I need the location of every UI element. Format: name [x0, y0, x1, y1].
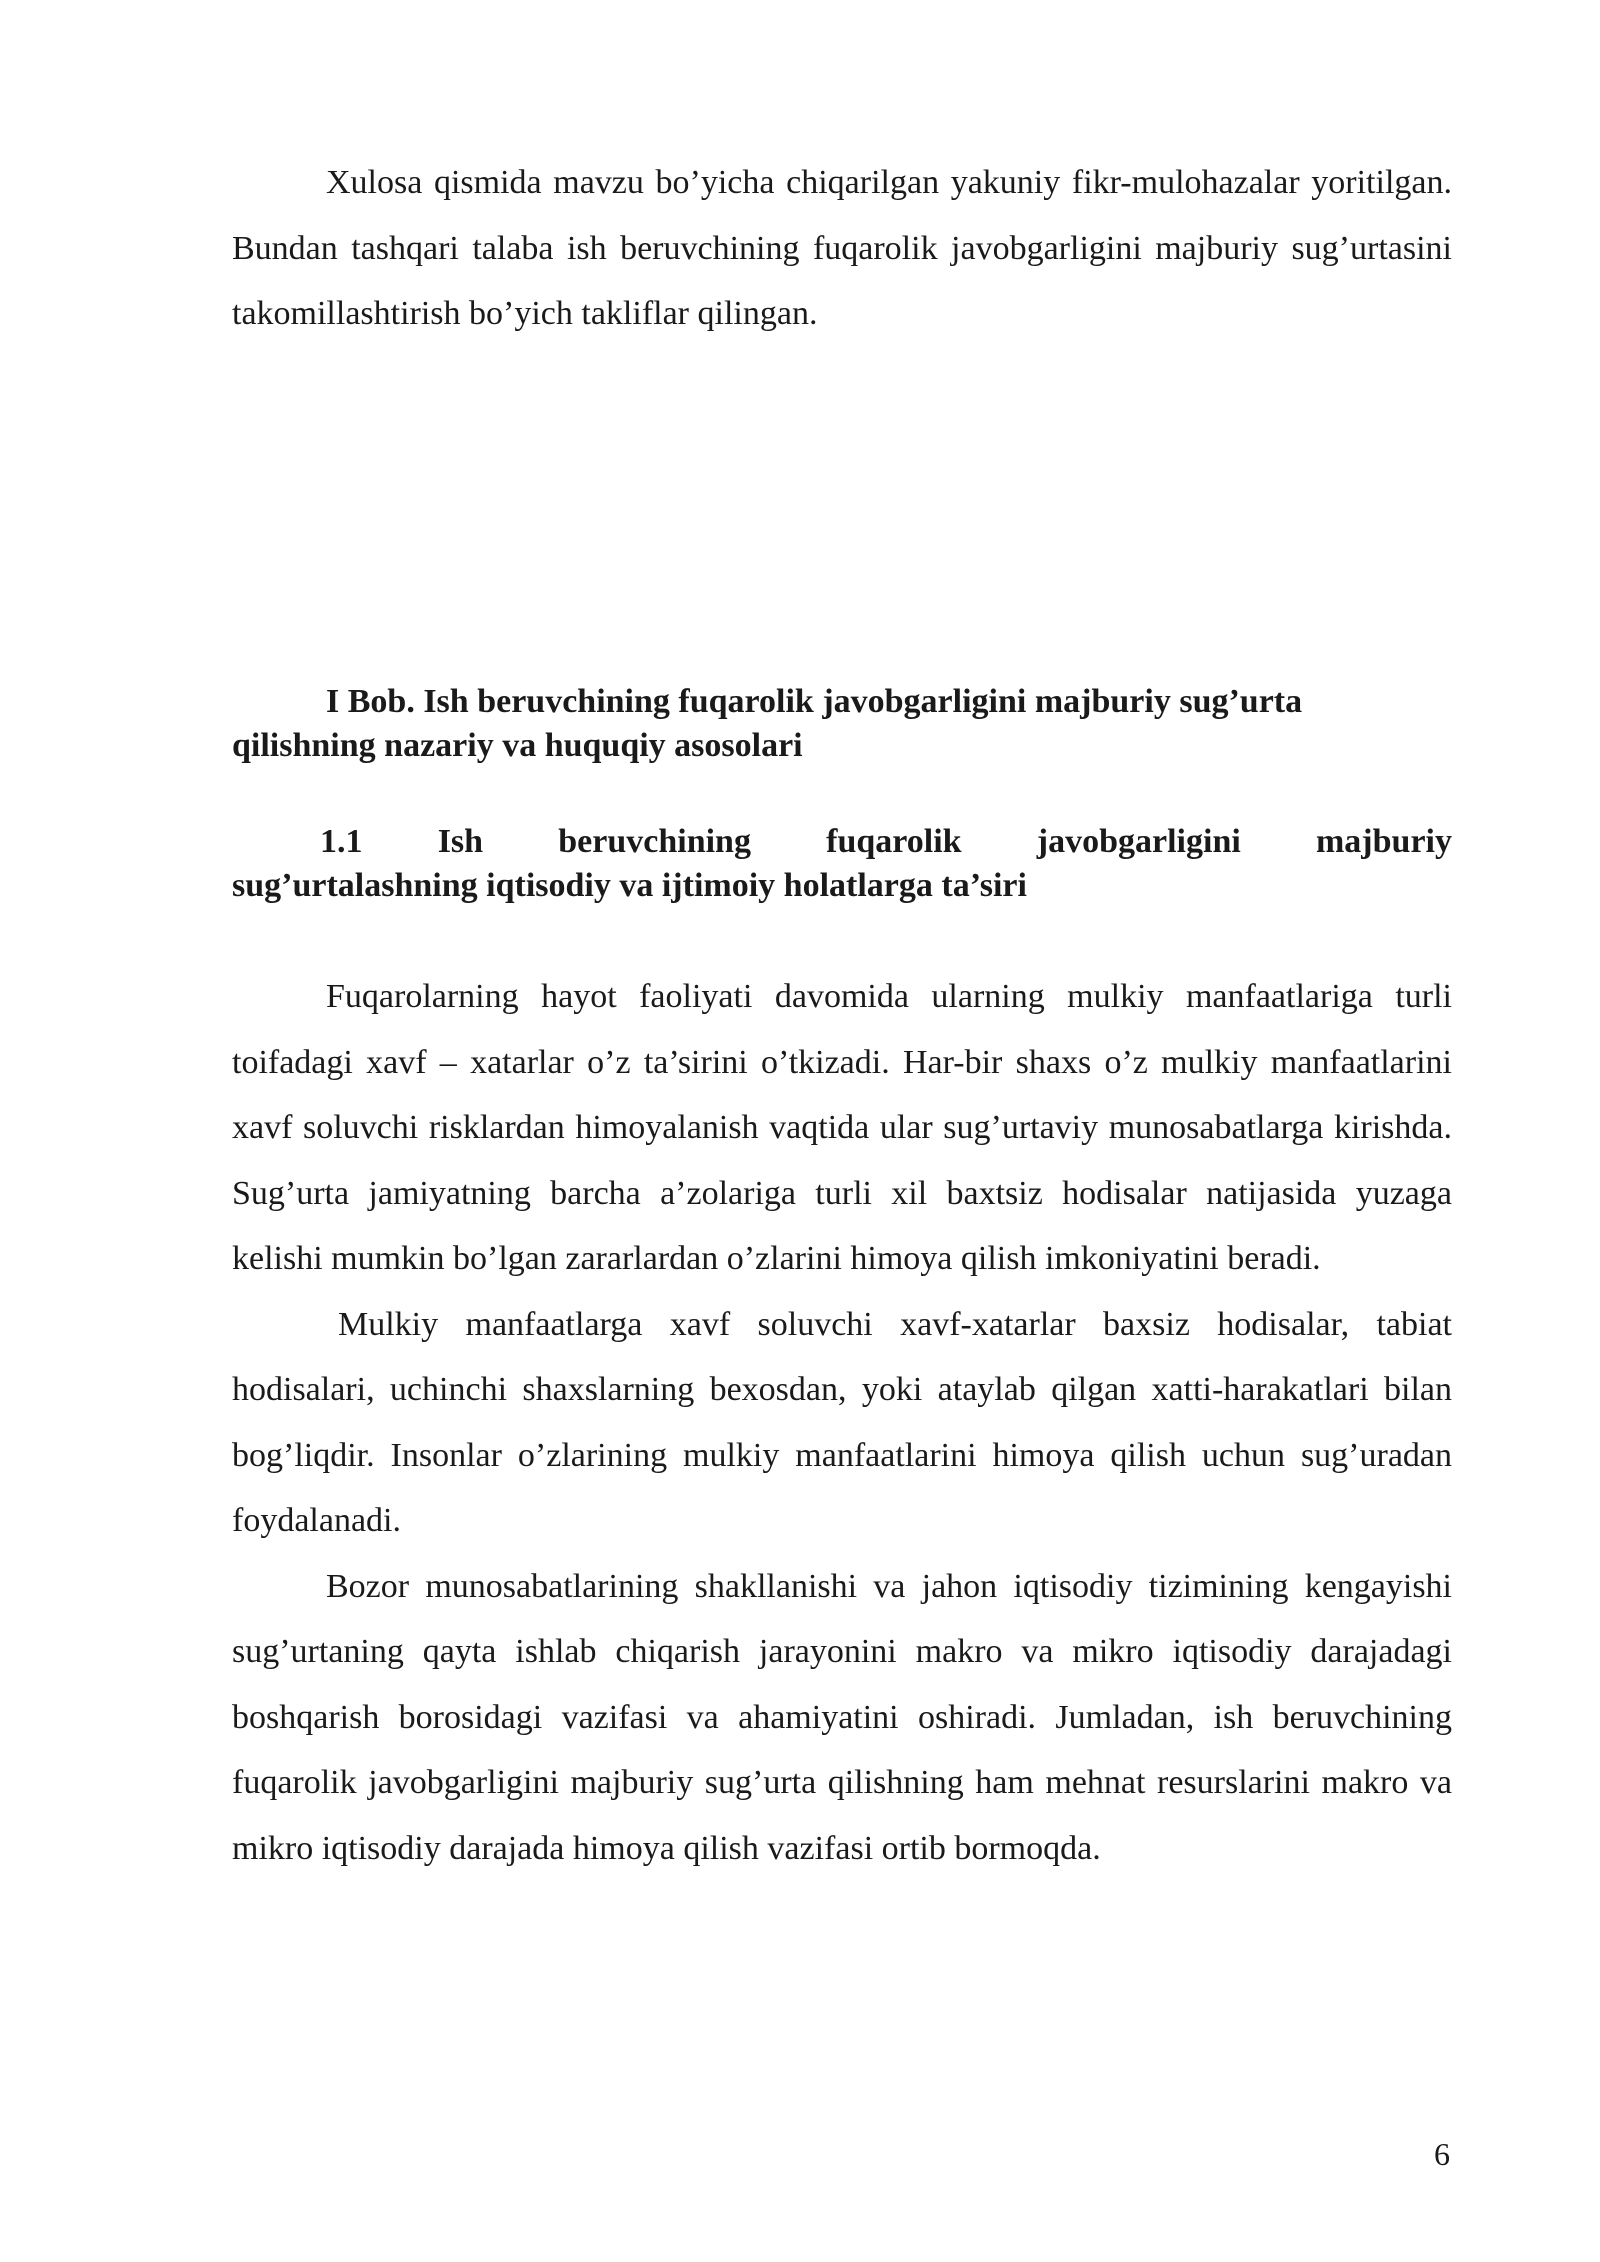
paragraph: Mulkiy manfaatlarga xavf soluvchi xavf-xatarlar baxsiz hodisalar, tabiat hodisalari, uchinchi shaxslarning bexosdan, yoki ataylab qilgan xatti-harakatlari bilan bog’liqdir. Insonlar o’zlarining mulkiy manfaatlarini himoya qilish uchun sug’uradan foydalanadi. [232, 1305, 1452, 1539]
section-heading [232, 820, 1452, 908]
main-text [232, 964, 1452, 1881]
page-number: 6 [1434, 2136, 1450, 2172]
intro-section [232, 150, 1452, 347]
section-heading-line-1: 1.1 Ish beruvchining fuqarolik javobgarligini majburiy [320, 823, 1452, 860]
section-heading-line-2: sug’urtalashning iqtisodiy va ijtimoiy holatlarga ta’siri [232, 867, 1027, 904]
paragraph: Fuqarolarning hayot faoliyati davomida ularning mulkiy manfaatlariga turli toifadagi xavf – xatarlar o’z ta’sirini o’tkizadi. Har-bir shaxs o’z mulkiy manfaatlarini xavf soluvchi risklardan himoyalanish vaqtida ular sug’urtaviy munosabatlarga kirishda. Sug’urta jamiyatning barcha a’zolariga turli xil baxtsiz hodisalar natijasida yuzaga kelishi mumkin bo’lgan zararlardan o’zlarini himoya qilish imkoniyatini beradi. [232, 978, 1452, 1277]
paragraph: Bozor munosabatlarining shakllanishi va jahon iqtisodiy tizimining kengayishi sug’urtaning qayta ishlab chiqarish jarayonini makro va mikro iqtisodiy darajadagi boshqarish borosidagi vazifasi va ahamiyatini oshiradi. Jumladan, ish beruvchining fuqarolik javobgarligini majburiy sug’urta qilishning ham mehnat resurslarini makro va mikro iqtisodiy darajada himoya qilish vazifasi ortib bormoqda. [232, 1567, 1452, 1867]
chapter-heading: I Bob. Ish beruvchining fuqarolik javobgarligini majburiy sug’urta qilishning nazariy va huquqiy asosolari [232, 683, 1303, 764]
intro-paragraph: Xulosa qismida mavzu bo’yicha chiqarilgan yakuniy fikr-mulohazalar yoritilgan. Bundan tashqari talaba ish beruvchining fuqarolik javobgarligini majburiy sug’urtasini takomillashtirish bo’yich takliflar qilingan. [232, 164, 1452, 332]
